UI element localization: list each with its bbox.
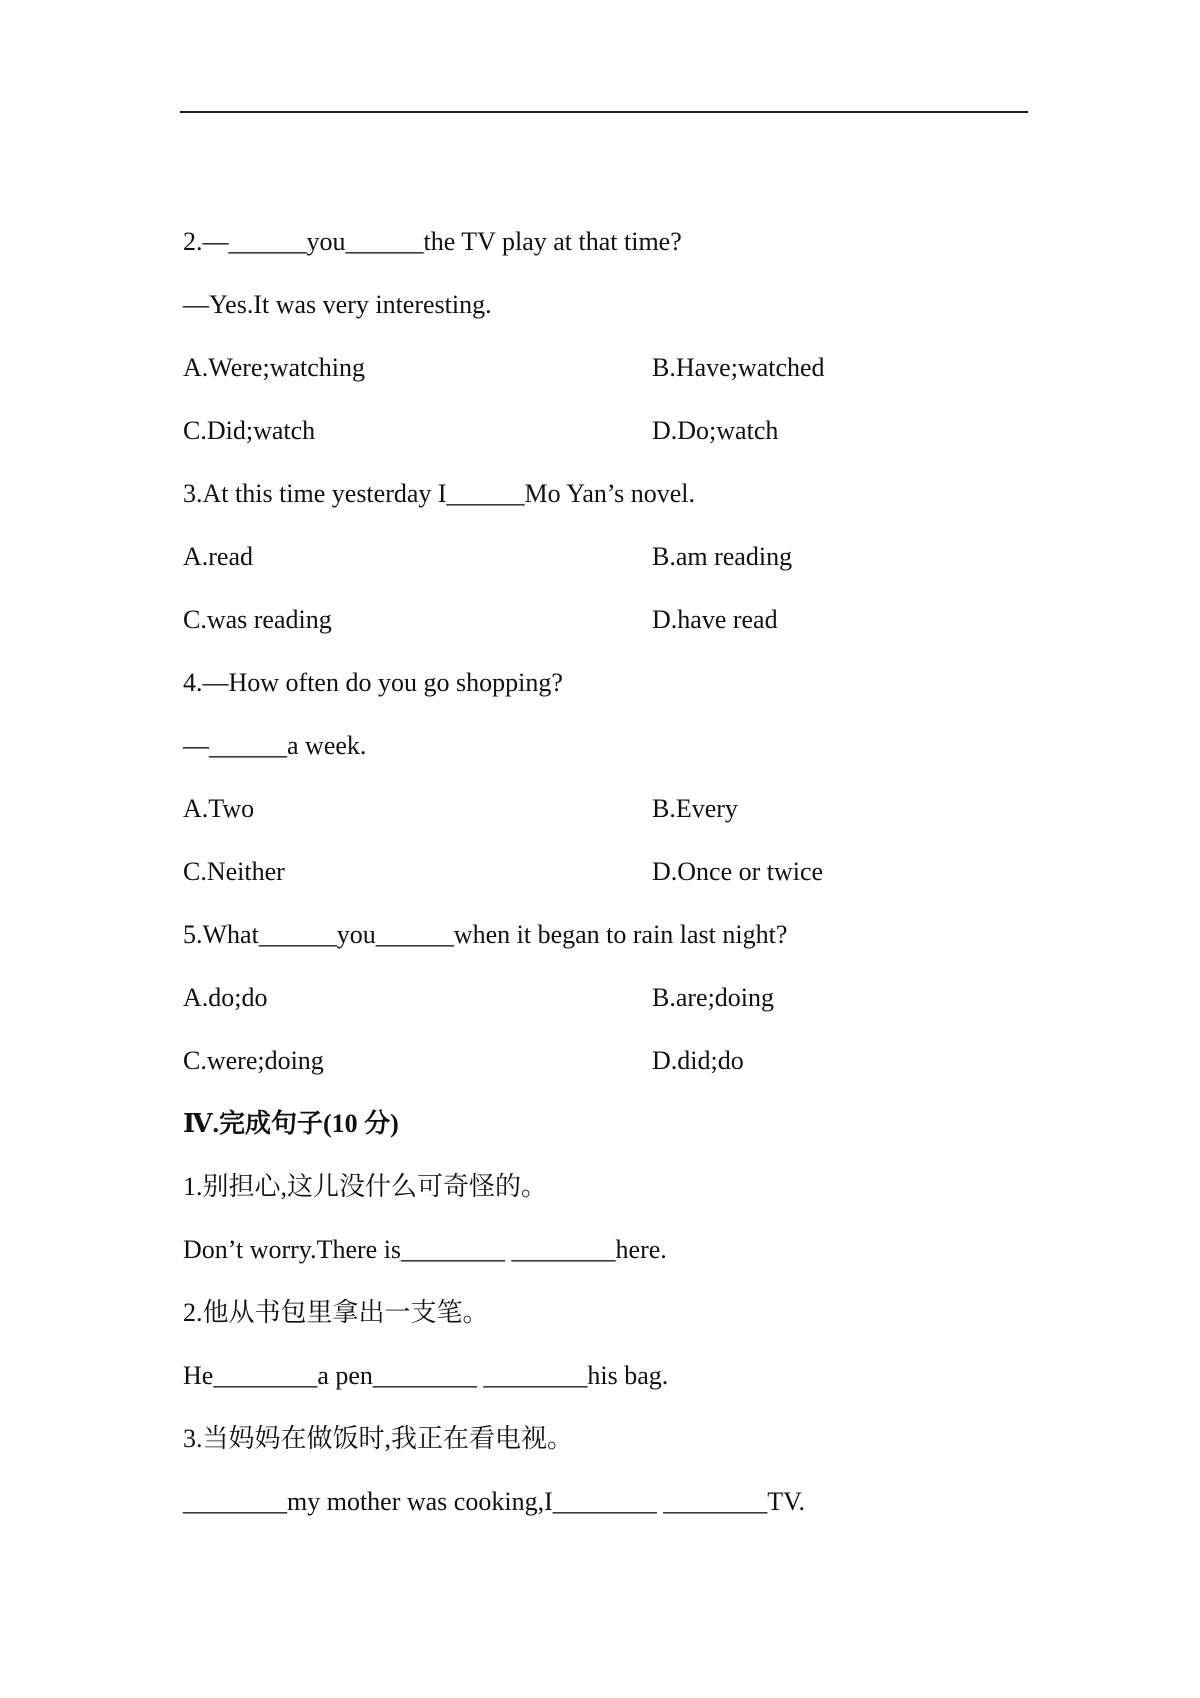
q3-option-b: B.am reading bbox=[652, 542, 793, 571]
q5-option-d: D.did;do bbox=[652, 1046, 744, 1075]
q5-option-c: C.were;doing bbox=[183, 1046, 324, 1075]
q5-option-a: A.do;do bbox=[183, 983, 268, 1012]
q3-option-a: A.read bbox=[183, 542, 254, 571]
q3-option-c: C.was reading bbox=[183, 605, 332, 634]
q4-reply: —______a week. bbox=[183, 731, 367, 760]
q5-stem: 5.What______you______when it began to rain last night? bbox=[183, 920, 788, 949]
q4-option-a: A.Two bbox=[183, 794, 255, 823]
s4-item1-english: Don’t worry.There is________ ________here. bbox=[183, 1235, 667, 1264]
s4-item2-chinese: 2.他从书包里拿出一支笔。 bbox=[183, 1298, 489, 1327]
q2-reply: —Yes.It was very interesting. bbox=[183, 290, 492, 319]
q4-option-d: D.Once or twice bbox=[652, 857, 824, 886]
q3-stem: 3.At this time yesterday I______Mo Yan’s novel. bbox=[183, 479, 696, 508]
q2-option-d: D.Do;watch bbox=[652, 416, 779, 445]
q2-stem: 2.—______you______the TV play at that time? bbox=[183, 227, 682, 256]
q2-option-c: C.Did;watch bbox=[183, 416, 316, 445]
s4-item3-chinese: 3.当妈妈在做饭时,我正在看电视。 bbox=[183, 1424, 574, 1453]
s4-item1-chinese: 1.别担心,这儿没什么可奇怪的。 bbox=[183, 1172, 548, 1201]
q5-option-b: B.are;doing bbox=[652, 983, 775, 1012]
q3-option-d: D.have read bbox=[652, 605, 778, 634]
q2-option-b: B.Have;watched bbox=[652, 353, 825, 382]
header-rule bbox=[180, 111, 1028, 113]
q4-option-b: B.Every bbox=[652, 794, 738, 823]
section-heading: Ⅳ.完成句子(10 分) bbox=[183, 1109, 399, 1138]
q4-stem: 4.—How often do you go shopping? bbox=[183, 668, 563, 697]
q2-option-a: A.Were;watching bbox=[183, 353, 365, 382]
s4-item2-english: He________a pen________ ________his bag. bbox=[183, 1361, 669, 1390]
q4-option-c: C.Neither bbox=[183, 857, 285, 886]
s4-item3-english: ________my mother was cooking,I________ ________TV. bbox=[183, 1487, 806, 1516]
